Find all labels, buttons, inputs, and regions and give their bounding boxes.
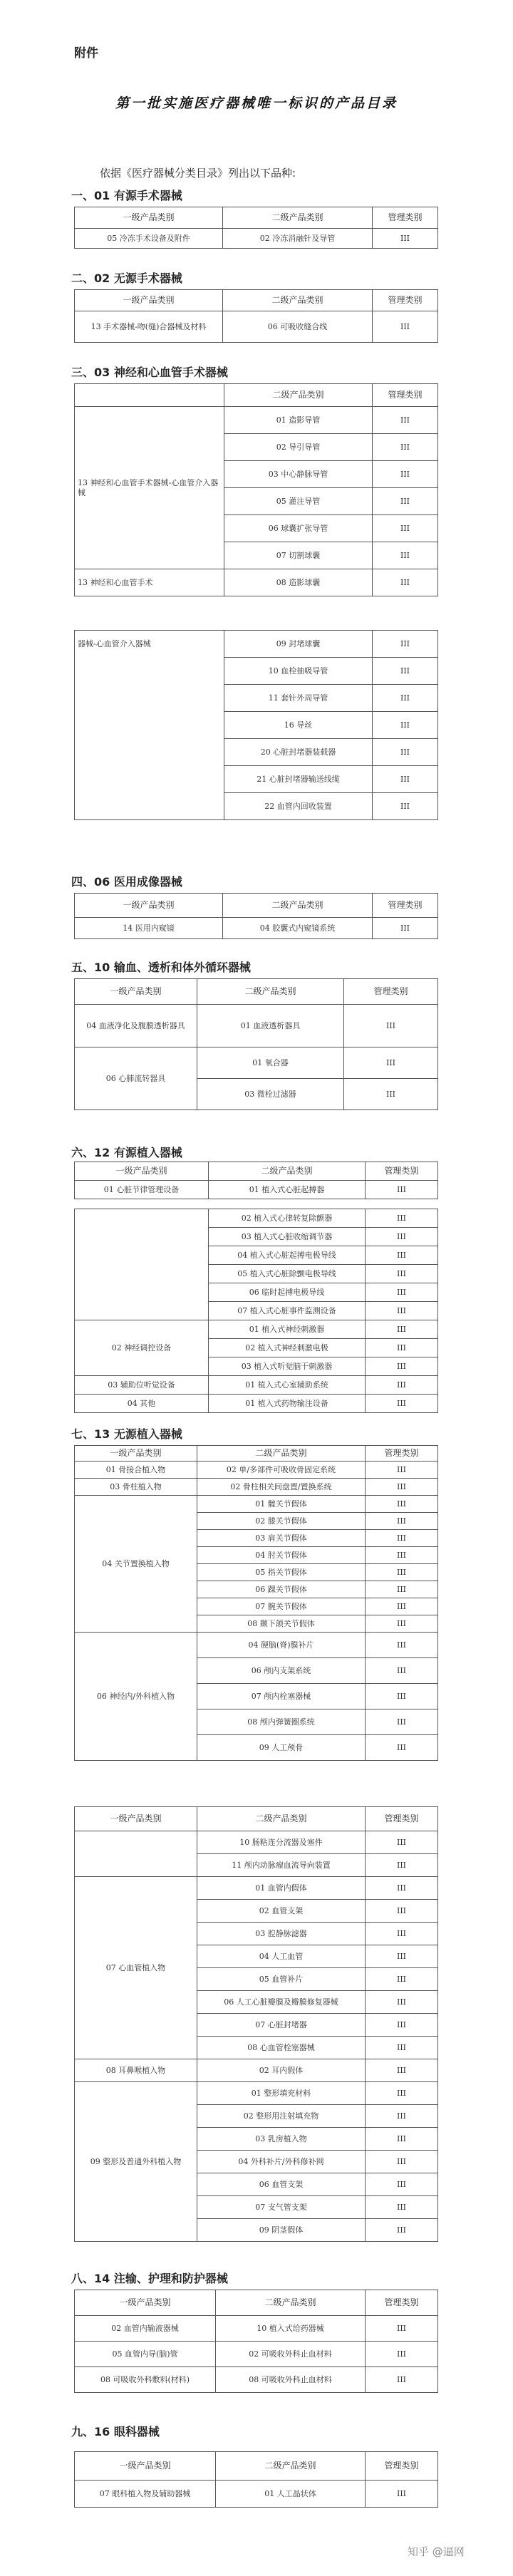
section-heading: 八、14 注输、护理和防护器械 <box>71 2272 228 2285</box>
cell: III <box>366 1320 438 1339</box>
catalog-table <box>74 1445 438 1761</box>
col-header: 二级产品类别 <box>216 2290 366 2316</box>
cell: III <box>366 2196 438 2219</box>
cell: 08 颅内弹簧圈系统 <box>197 1709 366 1735</box>
col-header: 管理类别 <box>366 1162 438 1181</box>
cell: III <box>366 1181 438 1199</box>
cell: 03 腔静脉滤器 <box>197 1923 366 1945</box>
cell: III <box>366 1376 438 1395</box>
cell: 01 血液透析器具 <box>197 1005 344 1048</box>
cell: III <box>373 918 438 939</box>
col-header: 管理类别 <box>373 290 438 311</box>
cell: 09 整形及普通外科植入物 <box>75 2082 197 2242</box>
section-heading: 一、01 有源手术器械 <box>71 189 182 202</box>
cell: 06 临时起搏电极导线 <box>209 1283 366 1302</box>
cell: III <box>366 1633 438 1658</box>
cell: III <box>366 1991 438 2014</box>
cell: 01 髋关节假体 <box>197 1496 366 1513</box>
cell: III <box>366 1831 438 1854</box>
cell: 01 血管内假体 <box>197 1877 366 1900</box>
cell: III <box>366 1658 438 1684</box>
col-header: 一级产品类别 <box>75 894 223 918</box>
cell: 01 骨接合植入物 <box>75 1462 197 1479</box>
cell: 08 耳鼻喉植入物 <box>75 2059 197 2082</box>
cell: 21 心脏封堵器输送线缆 <box>224 766 373 793</box>
col-header: 管理类别 <box>373 207 438 229</box>
col-header: 二级产品类别 <box>216 2452 366 2481</box>
section-heading: 三、03 神经和心血管手术器械 <box>71 366 228 379</box>
cell: 16 导丝 <box>224 712 373 739</box>
cell: 06 可吸收缝合线 <box>223 311 373 343</box>
cell: III <box>373 766 438 793</box>
page-title: 第一批实施医疗器械唯一标识的产品目录 <box>115 95 398 111</box>
cell: 05 冷冻手术设备及附件 <box>75 229 223 249</box>
cell: 13 神经和心血管手术 <box>75 569 224 596</box>
col-header: 管理类别 <box>366 1446 438 1462</box>
col-header: 一级产品类别 <box>75 2452 216 2481</box>
cell: 02 单/多部件可吸收骨固定系统 <box>197 1462 366 1479</box>
cell: 01 心脏节律管理设备 <box>75 1181 209 1199</box>
section-heading: 二、02 无源手术器械 <box>71 271 182 285</box>
cell: 05 灌注导管 <box>224 488 373 515</box>
cell: 08 颞下颌关节假体 <box>197 1615 366 1633</box>
catalog-table <box>74 2290 438 2393</box>
cell: III <box>366 1854 438 1877</box>
cell: III <box>366 1709 438 1735</box>
cell <box>75 384 224 407</box>
cell: III <box>373 461 438 488</box>
cell: 03 植入式听觉脑干刺激器 <box>209 1357 366 1376</box>
cell: 04 外科补片/外科修补网 <box>197 2151 366 2173</box>
cell: 20 心脏封堵器装载器 <box>224 739 373 766</box>
cell: III <box>366 2014 438 2037</box>
col-header: 二级产品类别 <box>223 290 373 311</box>
col-header: 管理类别 <box>373 894 438 918</box>
cell: 03 肩关节假体 <box>197 1530 366 1547</box>
cell: III <box>373 488 438 515</box>
col-header: 二级产品类别 <box>209 1162 366 1181</box>
cell: 02 植入式神经刺激电极 <box>209 1339 366 1357</box>
cell: III <box>366 2316 438 2342</box>
cell: III <box>366 1513 438 1530</box>
catalog-table <box>74 2451 438 2508</box>
section-heading: 六、12 有源植入器械 <box>71 1146 182 1159</box>
cell: III <box>366 1246 438 1265</box>
cell: 11 颅内动脉瘤血流导向装置 <box>197 1854 366 1877</box>
cell: 13 神经和心血管手术器械-心血管介入器械 <box>75 407 224 569</box>
cell: III <box>366 1530 438 1547</box>
catalog-table <box>74 1162 438 1199</box>
cell: III <box>366 1968 438 1991</box>
cell: 08 可吸收外科敷料(材料) <box>75 2367 216 2393</box>
cell: III <box>366 1283 438 1302</box>
cell: 01 植入式药物输注设备 <box>209 1395 366 1413</box>
cell: III <box>366 1900 438 1923</box>
cell: III <box>344 1005 438 1048</box>
cell: III <box>366 1598 438 1615</box>
cell: III <box>366 1265 438 1283</box>
cell: 08 可吸收外科止血材料 <box>216 2367 366 2393</box>
cell: III <box>373 229 438 249</box>
cell: 02 可吸收外科止血材料 <box>216 2342 366 2367</box>
cell: 07 腕关节假体 <box>197 1598 366 1615</box>
cell: 04 植入式心脏起搏电极导线 <box>209 1246 366 1265</box>
cell: 03 植入式心脏收缩调节器 <box>209 1228 366 1246</box>
watermark: 知乎 @逼网 <box>408 2545 465 2558</box>
cell: 04 肘关节假体 <box>197 1547 366 1564</box>
catalog-table <box>74 383 438 596</box>
cell: 06 球囊扩张导管 <box>224 515 373 542</box>
cell: III <box>366 1945 438 1968</box>
cell: III <box>366 1395 438 1413</box>
cell <box>75 1209 209 1320</box>
cell: 06 人工心脏瓣膜及瓣膜修复器械 <box>197 1991 366 2014</box>
cell: 09 封堵球囊 <box>224 631 373 658</box>
cell: III <box>366 1877 438 1900</box>
cell: 07 支气管支架 <box>197 2196 366 2219</box>
cell: 07 心脏封堵器 <box>197 2014 366 2037</box>
cell: III <box>366 2059 438 2082</box>
cell: III <box>366 1357 438 1376</box>
section-heading: 七、13 无源植入器械 <box>71 1427 182 1441</box>
cell: III <box>366 1615 438 1633</box>
cell: 11 套针外周导管 <box>224 685 373 712</box>
cell: III <box>366 1496 438 1513</box>
cell: 04 人工血管 <box>197 1945 366 1968</box>
cell: 01 整形填充材料 <box>197 2082 366 2105</box>
cell: 01 造影导管 <box>224 407 373 434</box>
cell: III <box>366 2151 438 2173</box>
cell: 05 血管补片 <box>197 1968 366 1991</box>
cell: 06 踝关节假体 <box>197 1581 366 1598</box>
cell: III <box>373 407 438 434</box>
col-header: 管理类别 <box>366 2290 438 2316</box>
cell: 09 人工颅骨 <box>197 1735 366 1761</box>
col-header: 一级产品类别 <box>75 2290 216 2316</box>
col-header: 二级产品类别 <box>223 207 373 229</box>
cell: 04 胶囊式内窥镜系统 <box>223 918 373 939</box>
cell: 06 颅内支架系统 <box>197 1658 366 1684</box>
cell: III <box>366 2082 438 2105</box>
cell: 10 血栓抽吸导管 <box>224 658 373 685</box>
cell: 07 眼科植入物及辅助器械 <box>75 2481 216 2508</box>
col-header: 一级产品类别 <box>75 979 197 1005</box>
cell: 02 骨柱相关间盘置/置换系统 <box>197 1479 366 1496</box>
section-heading: 五、10 输血、透析和体外循环器械 <box>71 961 251 974</box>
cell: 06 神经内/外科植入物 <box>75 1633 197 1761</box>
cell: 13 手术器械-吻(缝)合器械及材料 <box>75 311 223 343</box>
cell: 05 血管内导(脑)管 <box>75 2342 216 2367</box>
cell: III <box>366 1735 438 1761</box>
cell: III <box>366 2128 438 2151</box>
cell: 10 植入式给药器械 <box>216 2316 366 2342</box>
cell: 03 辅助位听觉设备 <box>75 1376 209 1395</box>
cell: 02 膝关节假体 <box>197 1513 366 1530</box>
cell: 07 切割球囊 <box>224 542 373 569</box>
col-header: 二级产品类别 <box>197 979 344 1005</box>
cell: III <box>366 2173 438 2196</box>
cell: III <box>366 1462 438 1479</box>
cell: 03 中心静脉导管 <box>224 461 373 488</box>
catalog-table <box>74 289 438 343</box>
section-heading: 九、16 眼科器械 <box>71 2425 160 2438</box>
cell: 04 血液净化及腹膜透析器具 <box>75 1005 197 1048</box>
cell: 01 人工晶状体 <box>216 2481 366 2508</box>
cell: 04 其他 <box>75 1395 209 1413</box>
cell: 器械-心血管介入器械 <box>75 631 224 820</box>
cell: 02 血管支架 <box>197 1900 366 1923</box>
col-header: 一级产品类别 <box>75 1807 197 1831</box>
cell: III <box>373 631 438 658</box>
cell: 03 微栓过滤器 <box>197 1079 344 1110</box>
cell: III <box>366 1302 438 1320</box>
cell <box>75 1831 197 1877</box>
cell: III <box>373 712 438 739</box>
cell: III <box>373 658 438 685</box>
cell: III <box>344 1079 438 1110</box>
col-header: 管理类别 <box>373 384 438 407</box>
catalog-table <box>74 207 438 249</box>
cell: 05 植入式心脏除颤电极导线 <box>209 1265 366 1283</box>
cell: III <box>366 1228 438 1246</box>
cell: 14 医用内窥镜 <box>75 918 223 939</box>
cell: 02 冷冻消融针及导管 <box>223 229 373 249</box>
col-header: 管理类别 <box>366 2452 438 2481</box>
cell: III <box>366 2219 438 2242</box>
cell: III <box>366 1564 438 1581</box>
col-header: 一级产品类别 <box>75 290 223 311</box>
cell: III <box>366 1209 438 1228</box>
cell: III <box>366 1581 438 1598</box>
cell: III <box>366 2342 438 2367</box>
cell: III <box>366 2367 438 2393</box>
cell: 06 血管支架 <box>197 2173 366 2196</box>
cell: III <box>366 2481 438 2508</box>
cell: III <box>366 2037 438 2059</box>
cell: 02 神经调控设备 <box>75 1320 209 1376</box>
cell: III <box>366 1684 438 1709</box>
cell: 22 血管内回收装置 <box>224 793 373 820</box>
cell: III <box>366 1547 438 1564</box>
cell: III <box>373 793 438 820</box>
cell: 07 心血管植入物 <box>75 1877 197 2059</box>
cell: 01 氧合器 <box>197 1048 344 1079</box>
cell: 08 造影球囊 <box>224 569 373 596</box>
cell: III <box>373 685 438 712</box>
cell: III <box>366 1479 438 1496</box>
catalog-table <box>74 978 438 1110</box>
cell: 02 植入式心律转复除颤器 <box>209 1209 366 1228</box>
col-header: 一级产品类别 <box>75 1446 197 1462</box>
col-header: 二级产品类别 <box>197 1807 366 1831</box>
cell: 02 耳内假体 <box>197 2059 366 2082</box>
cell: 10 肠粘连分流器及塞件 <box>197 1831 366 1854</box>
catalog-table <box>74 1806 438 2242</box>
intro-text: 依据《医疗器械分类目录》列出以下品种: <box>100 167 296 180</box>
cell: 05 指关节假体 <box>197 1564 366 1581</box>
cell: 03 骨柱植入物 <box>75 1479 197 1496</box>
col-header: 一级产品类别 <box>75 207 223 229</box>
col-header: 二级产品类别 <box>223 894 373 918</box>
cell: 06 心肺流转器具 <box>75 1048 197 1110</box>
cell: 01 植入式心室辅助系统 <box>209 1376 366 1395</box>
col-header: 一级产品类别 <box>75 1162 209 1181</box>
col-header: 管理类别 <box>366 1807 438 1831</box>
catalog-table <box>74 893 438 939</box>
cell: III <box>366 1923 438 1945</box>
attachment-label: 附件 <box>74 46 98 61</box>
cell: 02 整形用注射填充物 <box>197 2105 366 2128</box>
col-header: 二级产品类别 <box>224 384 373 407</box>
cell: 04 硬脑(脊)膜补片 <box>197 1633 366 1658</box>
cell: 02 导引导管 <box>224 434 373 461</box>
cell: 03 乳房植入物 <box>197 2128 366 2151</box>
cell: III <box>373 311 438 343</box>
cell: 07 颅内栓塞器械 <box>197 1684 366 1709</box>
col-header: 管理类别 <box>344 979 438 1005</box>
cell: 01 植入式心脏起搏器 <box>209 1181 366 1199</box>
cell: III <box>366 2105 438 2128</box>
cell: III <box>344 1048 438 1079</box>
cell: III <box>373 569 438 596</box>
cell: III <box>373 739 438 766</box>
section-heading: 四、06 医用成像器械 <box>71 875 182 889</box>
cell: III <box>373 434 438 461</box>
cell: 02 血管内输液器械 <box>75 2316 216 2342</box>
cell: 08 心血管栓塞器械 <box>197 2037 366 2059</box>
cell: III <box>373 542 438 569</box>
cell: III <box>366 1339 438 1357</box>
col-header: 二级产品类别 <box>197 1446 366 1462</box>
cell: III <box>373 515 438 542</box>
cell: 01 植入式神经刺激器 <box>209 1320 366 1339</box>
catalog-table <box>74 1209 438 1413</box>
catalog-table <box>74 630 438 820</box>
cell: 04 关节置换植入物 <box>75 1496 197 1633</box>
cell: 07 植入式心脏事件监测设备 <box>209 1302 366 1320</box>
cell: 09 阴茎假体 <box>197 2219 366 2242</box>
